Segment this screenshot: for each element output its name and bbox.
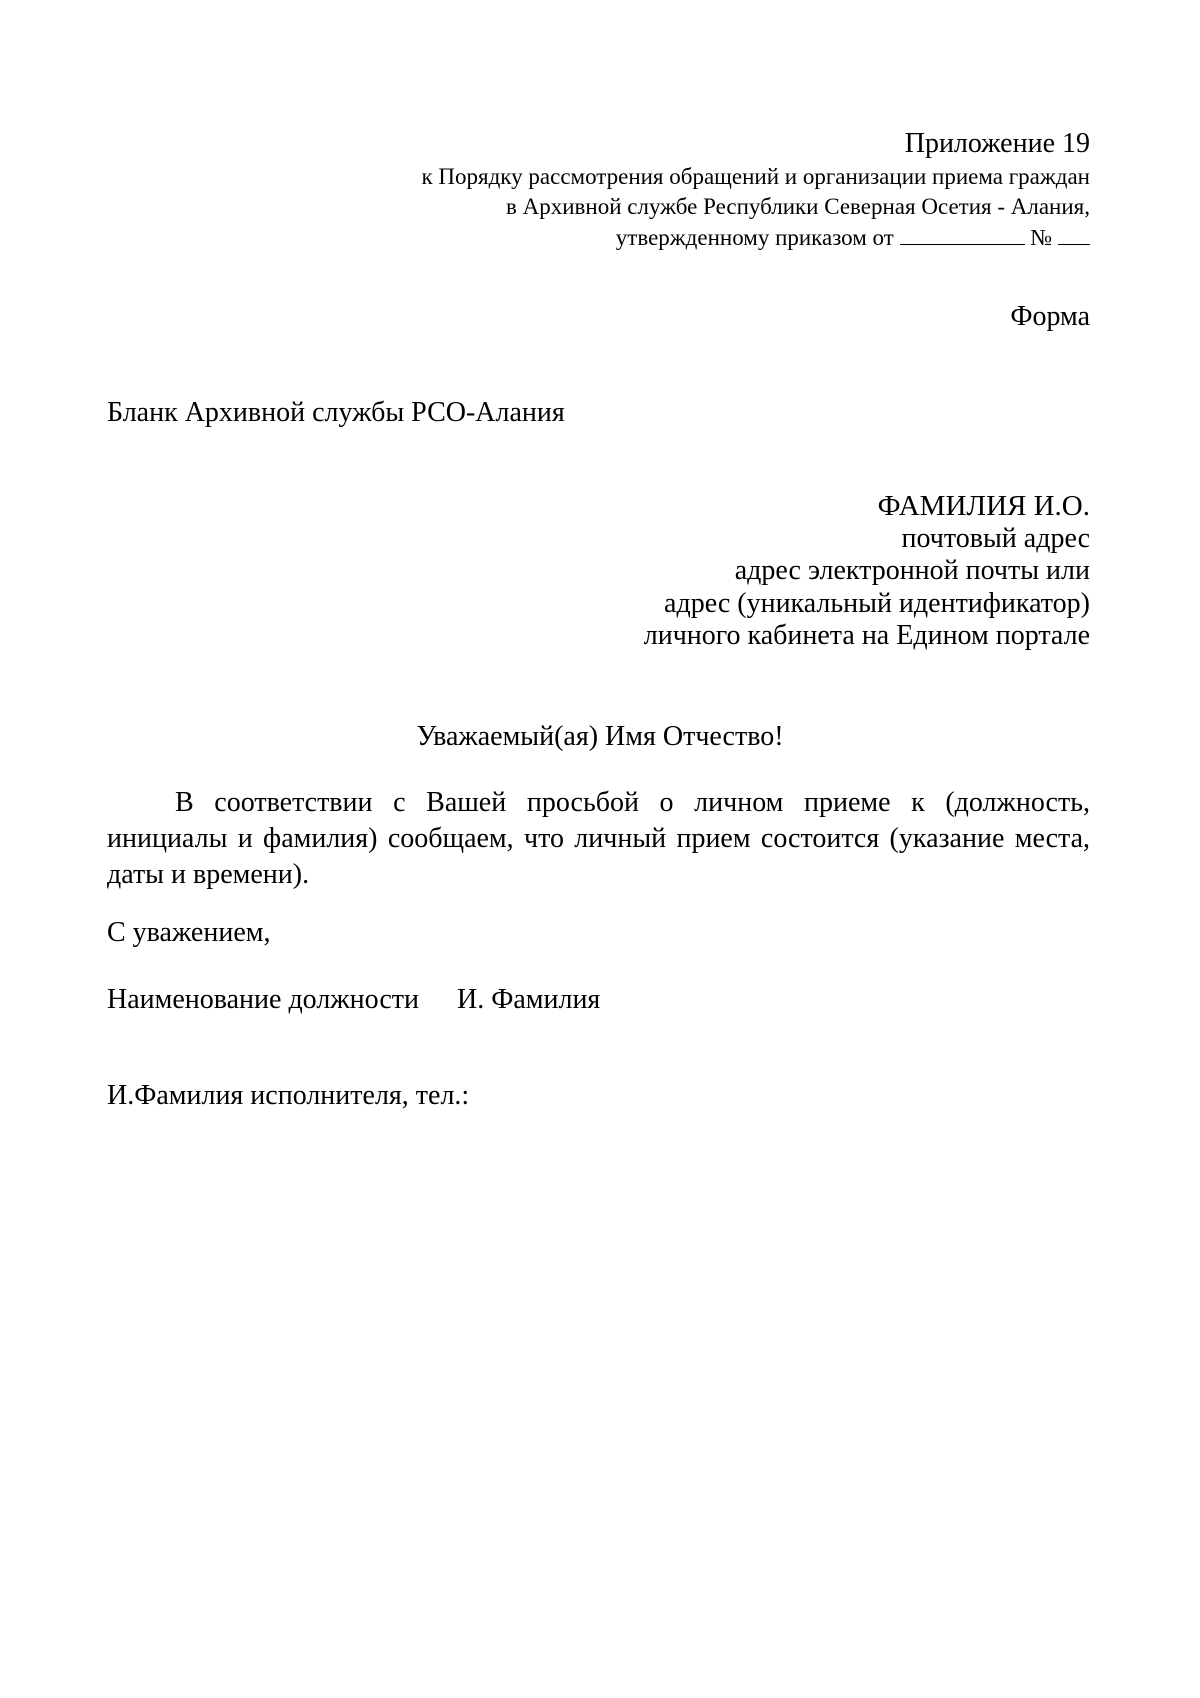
- recipient-portal-cabinet: личного кабинета на Едином портале: [643, 620, 1090, 651]
- order-number-sign: №: [1030, 225, 1053, 250]
- signature-position: Наименование должности: [107, 984, 419, 1015]
- recipient-portal-id: адрес (уникальный идентификатор): [664, 587, 1090, 619]
- order-date-blank: [900, 222, 1025, 245]
- recipient-email-address: адрес электронной почты или: [734, 555, 1090, 586]
- letterhead: Бланк Архивной службы РСО-Алания: [107, 397, 565, 428]
- signature-line: [107, 983, 600, 1017]
- greeting: Уважаемый(ая) Имя Отчество!: [416, 721, 784, 752]
- recipient-block: [644, 490, 1090, 653]
- form-label: Форма: [1010, 301, 1090, 332]
- executor-line: И.Фамилия исполнителя, тел.:: [107, 1080, 470, 1111]
- appendix-line-2: в Архивной службе Республики Северная Осетия - Алания,: [506, 194, 1090, 219]
- appendix-header: [421, 126, 1090, 253]
- recipient-postal-address: почтовый адрес: [901, 522, 1090, 554]
- order-number-blank: [1058, 222, 1090, 245]
- order-date-prefix: утвержденному приказом от: [615, 225, 894, 250]
- body-paragraph: В соответствии с Вашей просьбой о личном приеме к (должность, инициалы и фамилия) сообщаем, что личный прием состоится (указание места, даты и времени).: [107, 787, 1090, 890]
- appendix-line-1: к Порядку рассмотрения обращений и организации приема граждан: [421, 164, 1090, 189]
- closing: С уважением,: [107, 917, 271, 948]
- signature-name: И. Фамилия: [457, 984, 601, 1015]
- appendix-title: Приложение 19: [904, 128, 1090, 159]
- recipient-name: ФАМИЛИЯ И.О.: [877, 490, 1090, 522]
- appendix-line-3: [421, 222, 1090, 253]
